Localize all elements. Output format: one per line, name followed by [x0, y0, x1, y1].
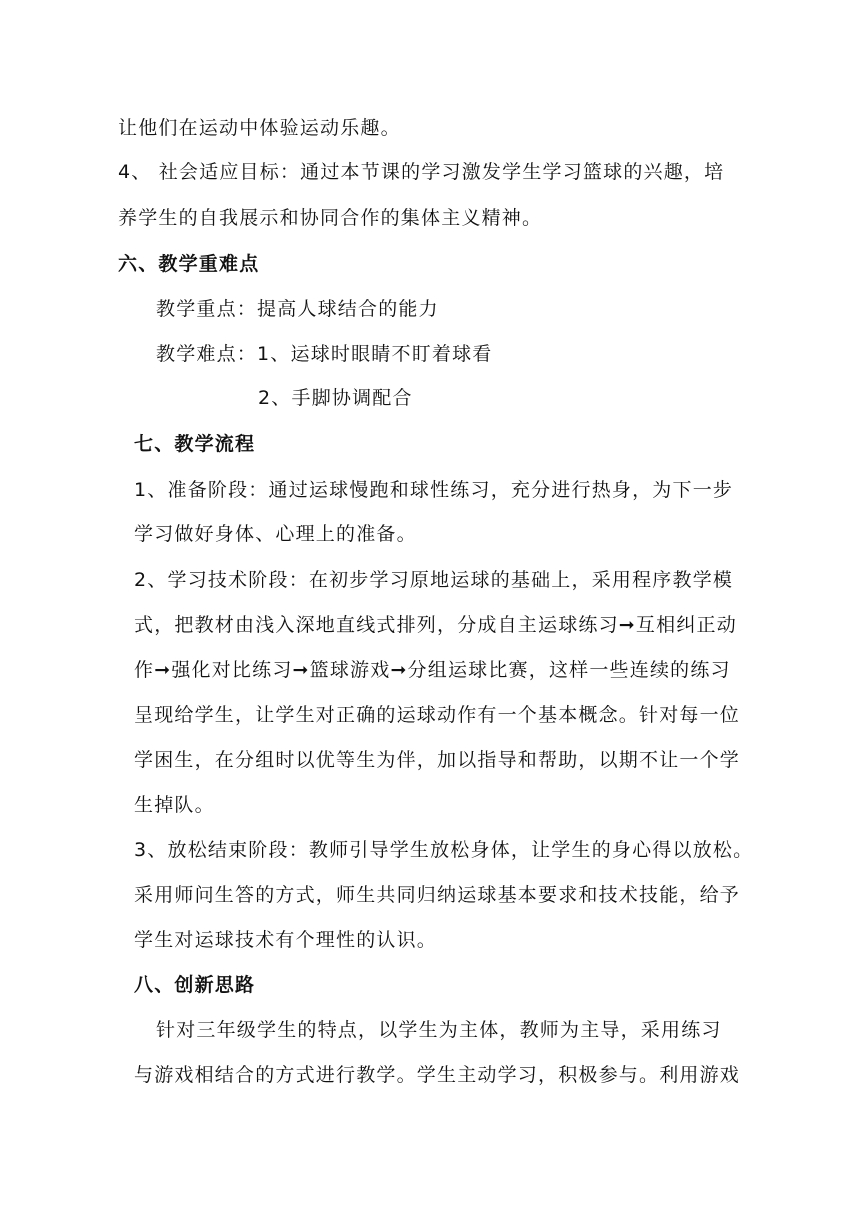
text-line: 4、 社会适应目标：通过本节课的学习激发学生学习篮球的兴趣，培: [118, 161, 725, 183]
text-line: 教学重点：提高人球结合的能力: [156, 298, 439, 320]
text-line: 3、放松结束阶段：教师引导学生放松身体，让学生的身心得以放松。: [134, 839, 754, 861]
text-line: 针对三年级学生的特点，以学生为主体，教师为主导，采用练习: [156, 1019, 722, 1041]
section-heading: 六、教学重难点: [118, 253, 260, 275]
text-line: 让他们在运动中体验运动乐趣。: [118, 117, 401, 139]
text-line: 学生对运球技术有个理性的认识。: [134, 929, 438, 951]
text-line: 2、学习技术阶段：在初步学习原地运球的基础上，采用程序教学模: [134, 569, 734, 591]
text-line: 学困生，在分组时以优等生为伴，加以指导和帮助，以期不让一个学: [134, 749, 741, 771]
text-line: 教学难点：1、运球时眼睛不盯着球看: [156, 343, 493, 365]
section-heading: 八、创新思路: [134, 974, 256, 996]
text-line: 养学生的自我展示和协同合作的集体主义精神。: [118, 207, 543, 229]
text-line: 2、手脚协调配合: [258, 387, 413, 409]
text-line: 生掉队。: [134, 794, 215, 816]
section-heading: 七、教学流程: [134, 433, 256, 455]
text-line: 与游戏相结合的方式进行教学。学生主动学习，积极参与。利用游戏: [134, 1064, 741, 1086]
text-line: 式，把教材由浅入深地直线式排列，分成自主运球练习➞互相纠正动: [134, 614, 737, 636]
text-line: 作➞强化对比练习➞篮球游戏➞分组运球比赛，这样一些连续的练习: [134, 659, 731, 681]
text-line: 1、准备阶段：通过运球慢跑和球性练习，充分进行热身，为下一步: [134, 479, 734, 501]
text-line: 采用师问生答的方式，师生共同归纳运球基本要求和技术技能，给予: [134, 884, 741, 906]
text-line: 学习做好身体、心理上的准备。: [134, 523, 417, 545]
text-line: 呈现给学生，让学生对正确的运球动作有一个基本概念。针对每一位: [134, 704, 741, 726]
